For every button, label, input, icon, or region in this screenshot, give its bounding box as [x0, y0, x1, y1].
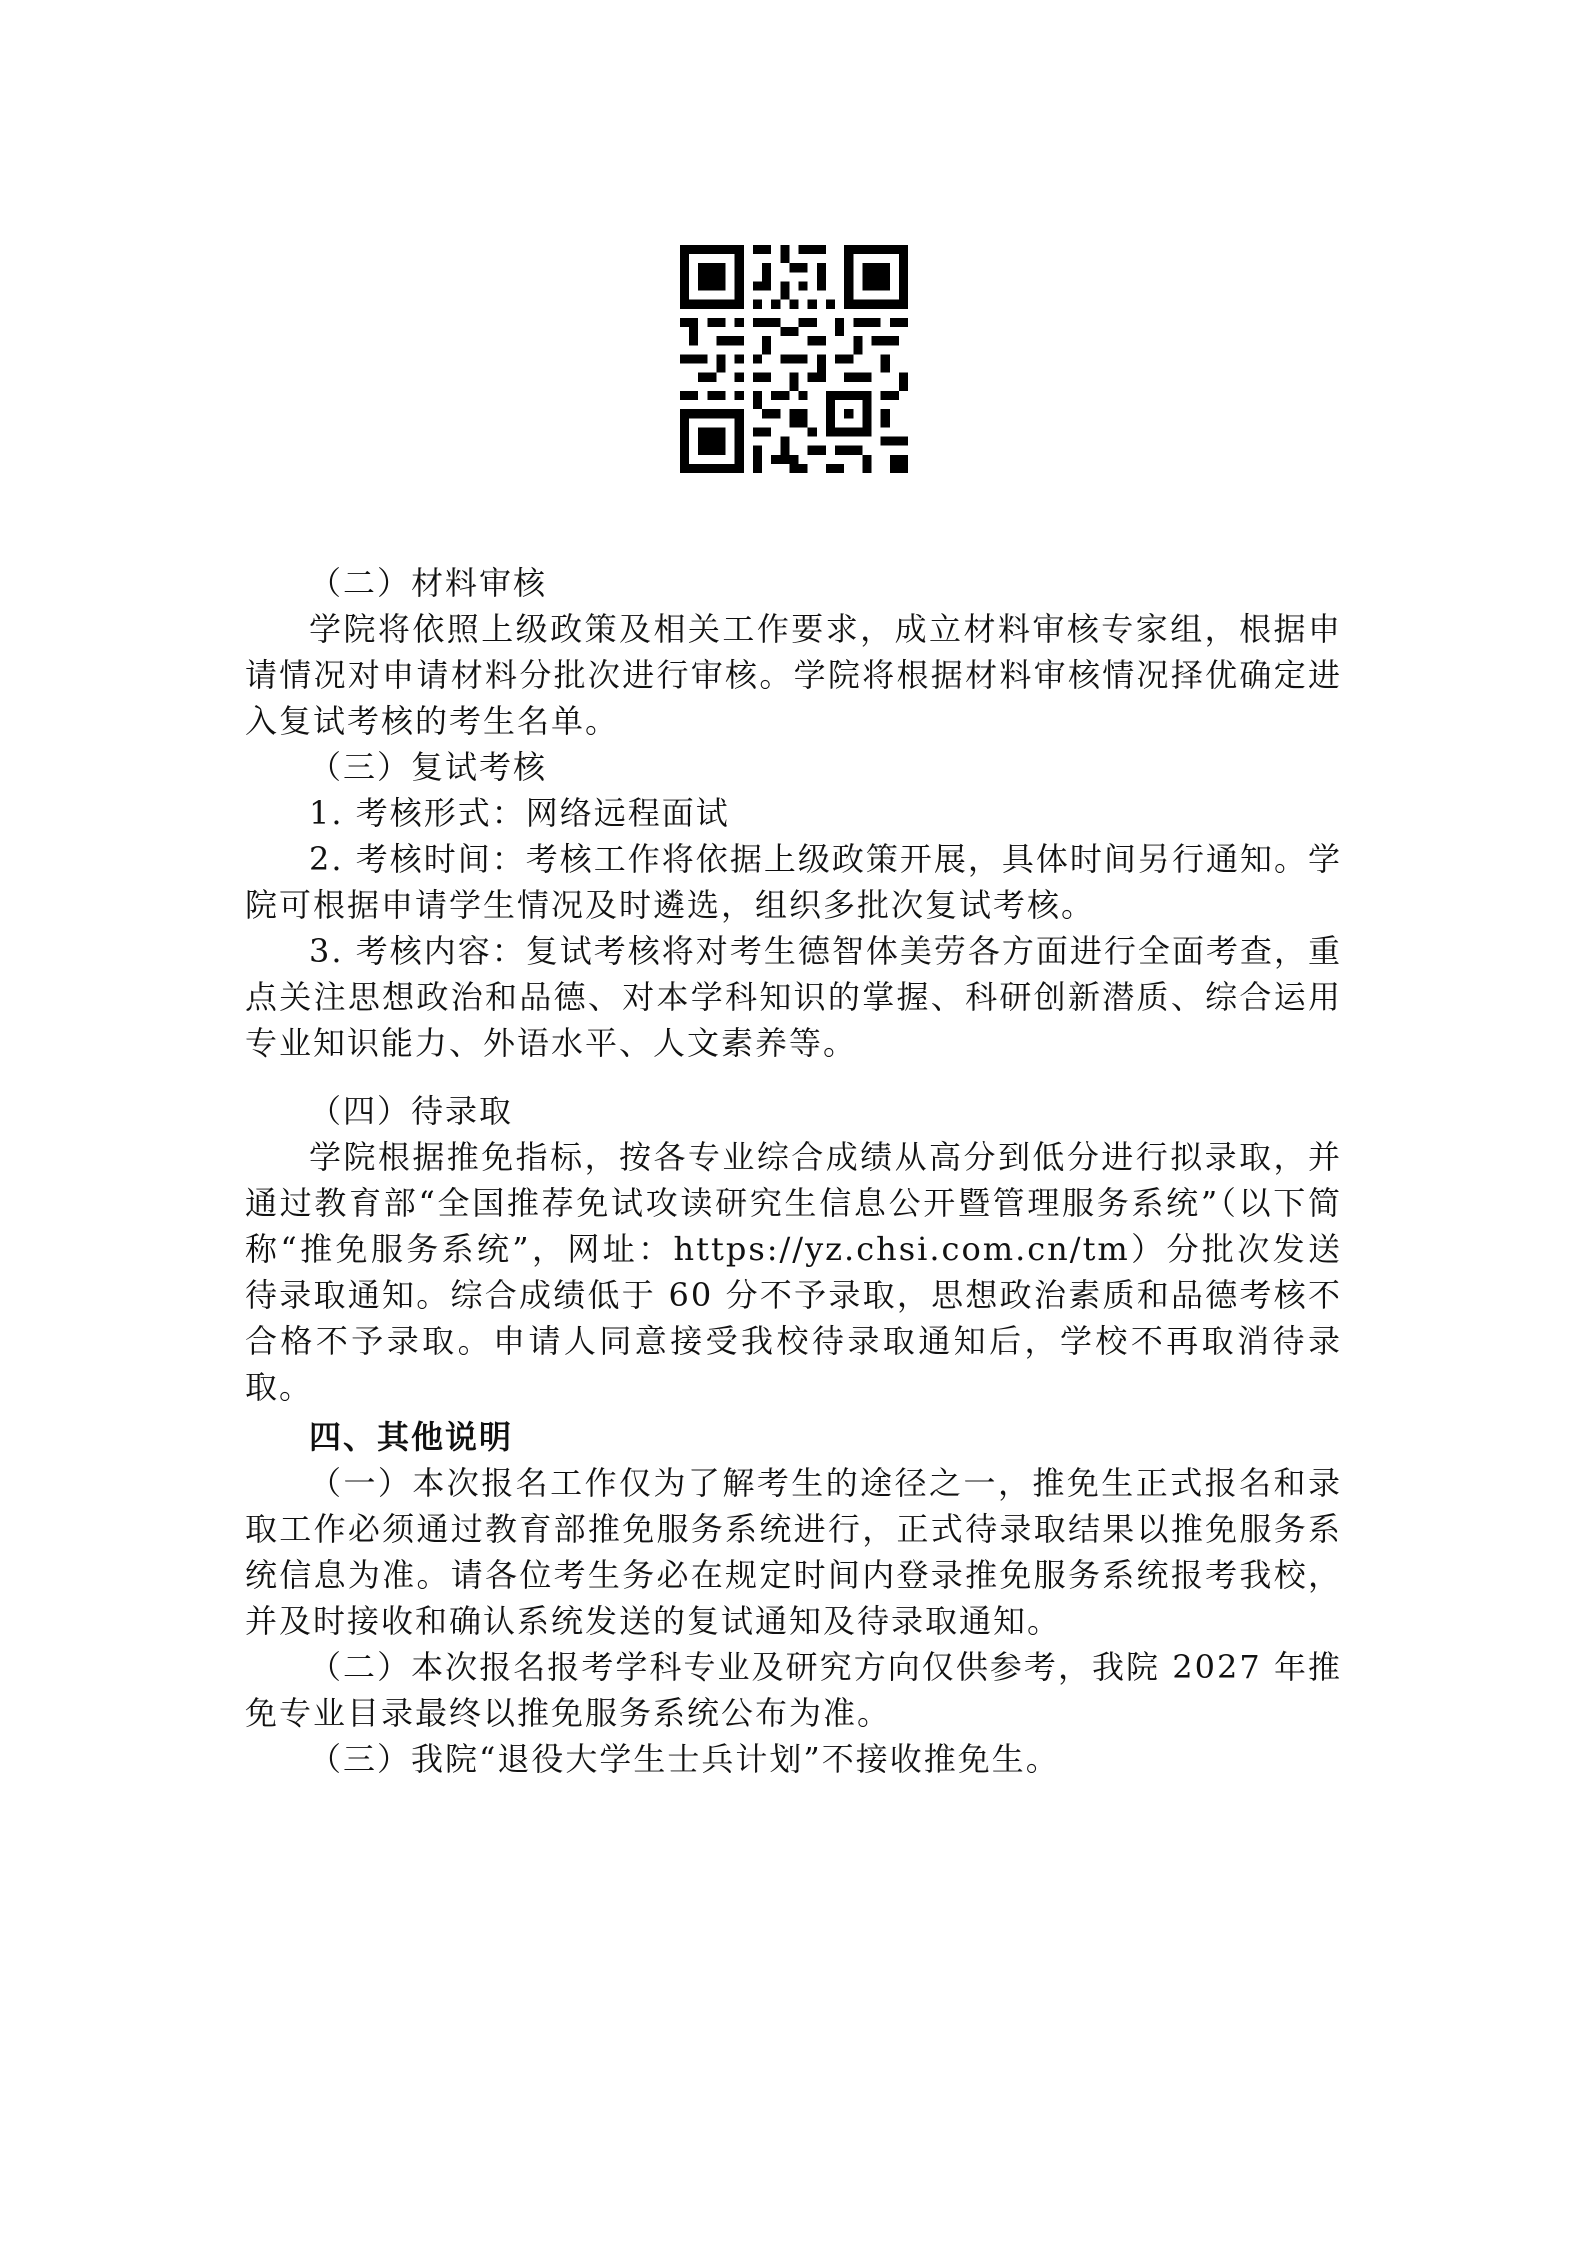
qr-code[interactable]: [680, 245, 908, 473]
section-4-heading: （四）待录取: [309, 1092, 514, 1130]
document-body: [245, 560, 1342, 1782]
section-3-item-2: 2. 考核时间：考核工作将依据上级政策开展，具体时间另行通知。学院可根据申请学生情况及时遴选，组织多批次复试考核。: [245, 840, 1342, 924]
part-4-paragraph-2: （二）本次报名报考学科专业及研究方向仅供参考，我院 2027 年推免专业目录最终以推免服务系统公布为准。: [245, 1648, 1342, 1732]
part-4-paragraph-3: （三）我院“退役大学生士兵计划”不接收推免生。: [309, 1740, 1060, 1778]
part-4-paragraph-1: （一）本次报名工作仅为了解考生的途径之一，推免生正式报名和录取工作必须通过教育部推免服务系统进行，正式待录取结果以推免服务系统信息为准。请各位考生务必在规定时间内登录推免服务系统报考我校，并及时接收和确认系统发送的复试通知及待录取通知。: [245, 1464, 1342, 1640]
section-2-paragraph: 学院将依照上级政策及相关工作要求，成立材料审核专家组，根据申请情况对申请材料分批次进行审核。学院将根据材料审核情况择优确定进入复试考核的考生名单。: [245, 610, 1342, 740]
section-4-paragraph: 学院根据推免指标，按各专业综合成绩从高分到低分进行拟录取，并通过教育部“全国推荐免试攻读研究生信息公开暨管理服务系统”（以下简称“推免服务系统”，网址：https://yz.chsi.com.cn/tm）分批次发送待录取通知。综合成绩低于 60 分不予录取，思想政治素质和品德考核不合格不予录取。申请人同意接受我校待录取通知后，学校不再取消待录取。: [245, 1138, 1342, 1406]
part-4-heading: 四、其他说明: [309, 1418, 514, 1456]
section-3-item-3: 3. 考核内容：复试考核将对考生德智体美劳各方面进行全面考查，重点关注思想政治和品德、对本学科知识的掌握、科研创新潜质、综合运用专业知识能力、外语水平、人文素养等。: [245, 932, 1342, 1062]
section-2-heading: （二）材料审核: [309, 564, 548, 602]
section-3-item-1: 1. 考核形式：网络远程面试: [309, 794, 730, 832]
section-3-heading: （三）复试考核: [309, 748, 548, 786]
